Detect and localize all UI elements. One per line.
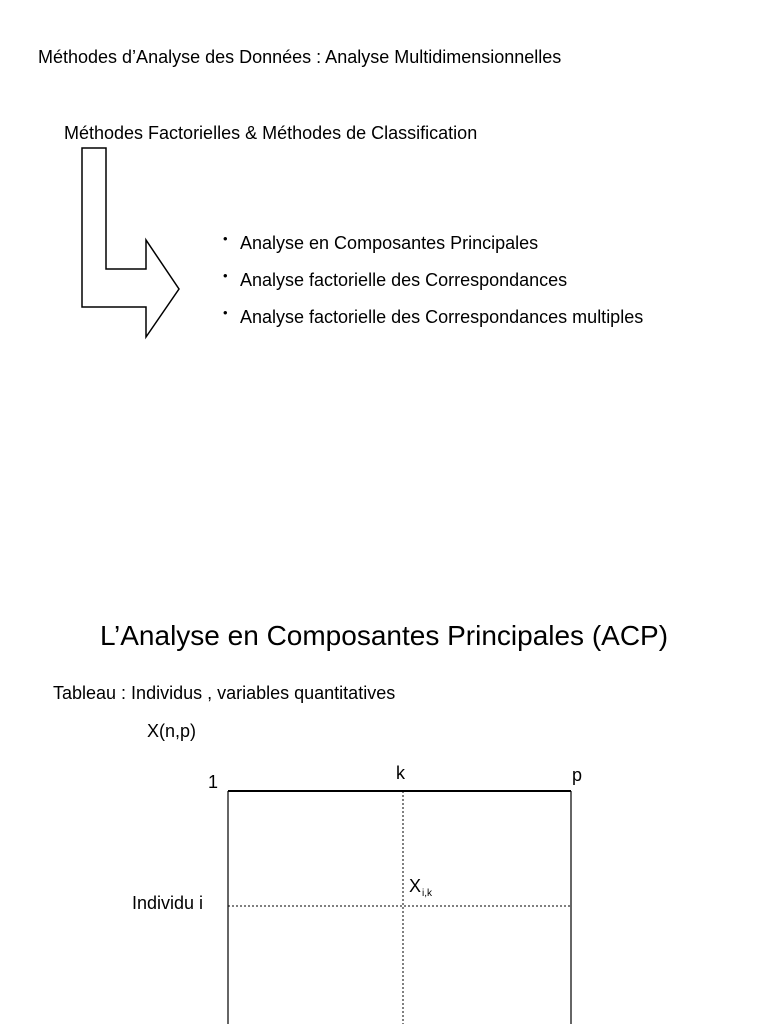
bullet-icon: •	[223, 268, 228, 283]
table-description: Tableau : Individus , variables quantitatives	[53, 683, 396, 703]
page-header-title: Méthodes d’Analyse des Données : Analyse Multidimensionnelles	[38, 47, 562, 67]
acp-section-title: L’Analyse en Composantes Principales (ACP)	[100, 620, 669, 651]
matrix-column-k-label: k	[396, 763, 405, 783]
bullet-icon: •	[223, 305, 228, 320]
list-item-label: Analyse en Composantes Principales	[240, 233, 539, 253]
matrix-column-p-label: p	[572, 765, 583, 785]
methods-heading: Méthodes Factorielles & Méthodes de Classification	[64, 123, 478, 143]
bullet-icon: •	[223, 231, 228, 246]
cell-symbol: X	[409, 876, 422, 896]
matrix-row-i-label: Individu i	[132, 893, 204, 913]
list-item-label: Analyse factorielle des Correspondances	[240, 270, 568, 290]
list-item-label: Analyse factorielle des Correspondances multiples	[240, 307, 644, 327]
matrix-row-start-label: 1	[208, 772, 219, 792]
matrix-cell-label	[409, 876, 432, 899]
cell-subscript: i,k	[422, 888, 433, 899]
matrix-name: X(n,p)	[147, 721, 197, 741]
